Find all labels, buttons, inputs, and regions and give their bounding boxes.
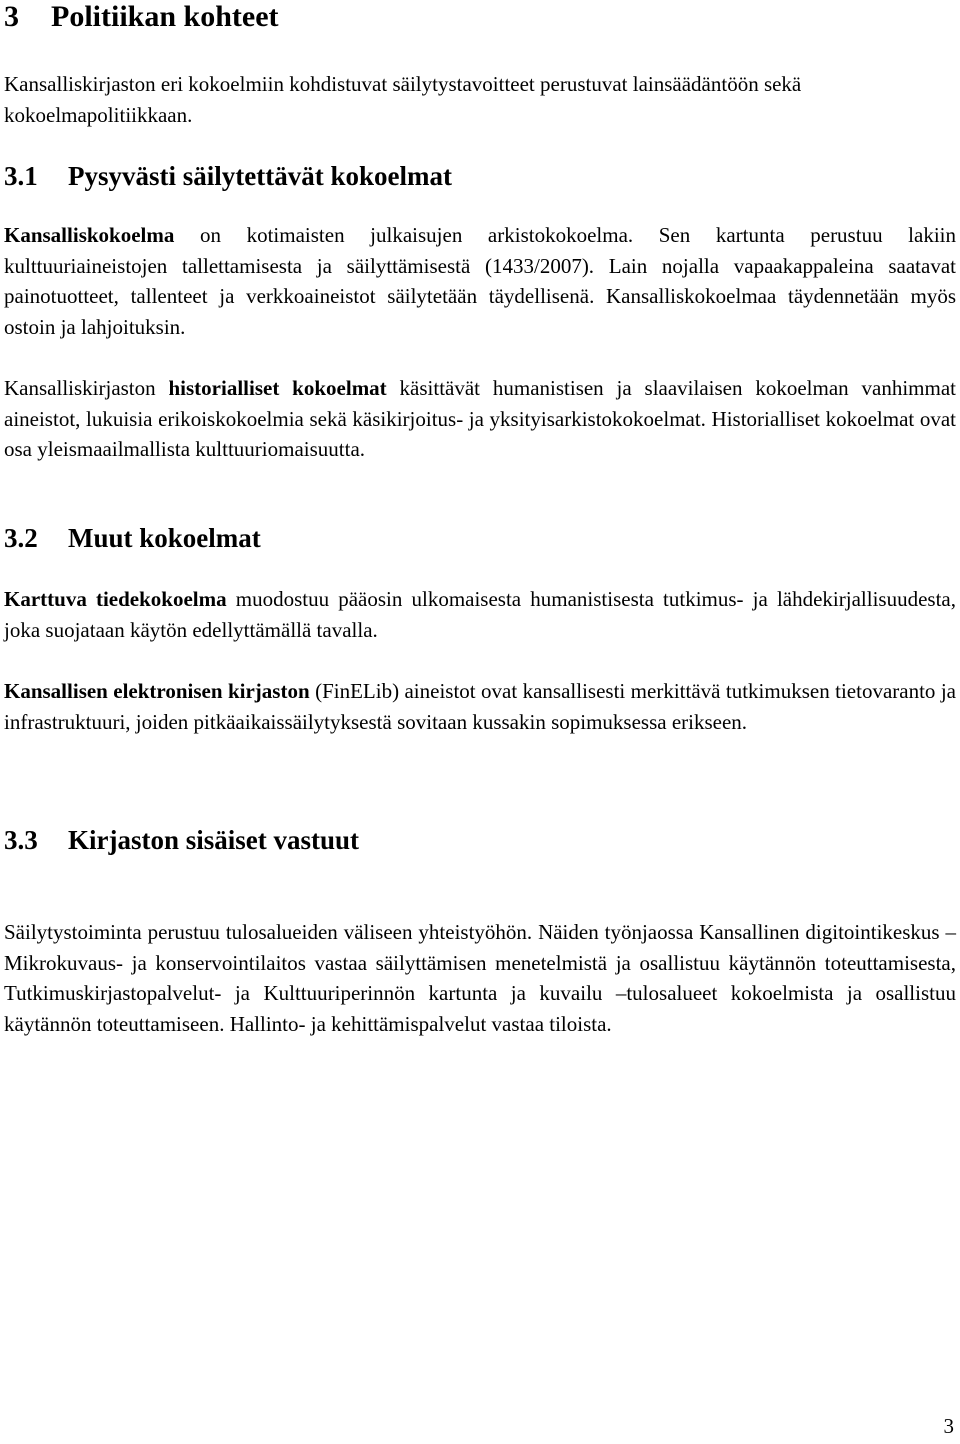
page-number: 3 [943, 1414, 954, 1438]
bold-term: Kansallisen elektronisen kirjaston [4, 679, 310, 703]
paragraph-tiedekokoelma [4, 584, 956, 645]
section-title: Pysyvästi säilytettävät kokoelmat [68, 161, 452, 191]
section-number: 3.2 [4, 523, 38, 553]
paragraph-text: on kotimaisten julkaisujen arkistokokoelma. Sen kartunta perustuu lakiin kulttuuriaineistojen tallettamisesta ja säilyttämisestä (1433/2007). Lain nojalla vapaakappaleina saatavat painotuotteet, tallenteet ja verkkoaineistot säilytetään täydellisenä. Kansalliskokoelmaa täydennetään myös ostoin ja lahjoituksin. [4, 223, 956, 339]
chapter-heading [4, 0, 956, 33]
section-heading-3-2 [4, 524, 956, 554]
section-number: 3.1 [4, 161, 38, 191]
paragraph-elektroninen-kirjasto [4, 676, 956, 737]
section-title: Muut kokoelmat [68, 523, 261, 553]
section-title: Kirjaston sisäiset vastuut [68, 825, 360, 855]
chapter-number: 3 [4, 0, 19, 33]
section-heading-3-1 [4, 162, 956, 192]
section-heading-3-3 [4, 826, 956, 856]
paragraph-text: muodostuu pääosin ulkomaisesta humanistisesta tutkimus- ja lähdekirjallisuudesta, joka suojataan käytön edellyttämällä tavalla. [4, 587, 956, 642]
intro-paragraph: Kansalliskirjaston eri kokoelmiin kohdistuvat säilytystavoitteet perustuvat lainsäädäntöön sekä kokoelmapolitiikkaan. [4, 72, 802, 127]
bold-term: historialliset kokoelmat [168, 376, 387, 400]
bold-term: Kansalliskokoelma [4, 223, 175, 247]
bold-term: Karttuva tiedekokoelma [4, 587, 227, 611]
paragraph-text: käsittävät humanistisen ja slaavilaisen kokoelman vanhimmat aineistot, lukuisia erikoiskokoelmia sekä käsikirjoitus- ja yksityisarkistokokoelmat. Historialliset kokoelmat ovat osa yleismaailmallista kulttuuriomaisuutta. [4, 376, 956, 461]
section-number: 3.3 [4, 825, 38, 855]
chapter-title: Politiikan kohteet [51, 0, 279, 33]
paragraph-sisaiset-vastuut: Säilytystoiminta perustuu tulosalueiden väliseen yhteistyöhön. Näiden työnjaossa Kansallinen digitointikeskus – Mikrokuvaus- ja konservointilaitos vastaa säilyttämisen menetelmistä ja osallistuu käytännön toteuttamisesta, Tutkimuskirjastopalvelut- ja Kulttuuriperinnön kartunta ja kuvailu –tulosalueet kokoelmista ja osallistuu käytännön toteuttamiseen. Hallinto- ja kehittämispalvelut vastaa tiloista. [4, 920, 956, 1036]
paragraph-kansalliskokoelma [4, 220, 956, 342]
paragraph-lead: Kansalliskirjaston [4, 376, 169, 400]
paragraph-historialliset-kokoelmat [4, 373, 956, 465]
paragraph-text: (FinELib) aineistot ovat kansallisesti merkittävä tutkimuksen tietovaranto ja infrastruktuuri, joiden pitkäaikaissäilytyksestä sovitaan kussakin sopimuksessa erikseen. [4, 679, 957, 734]
